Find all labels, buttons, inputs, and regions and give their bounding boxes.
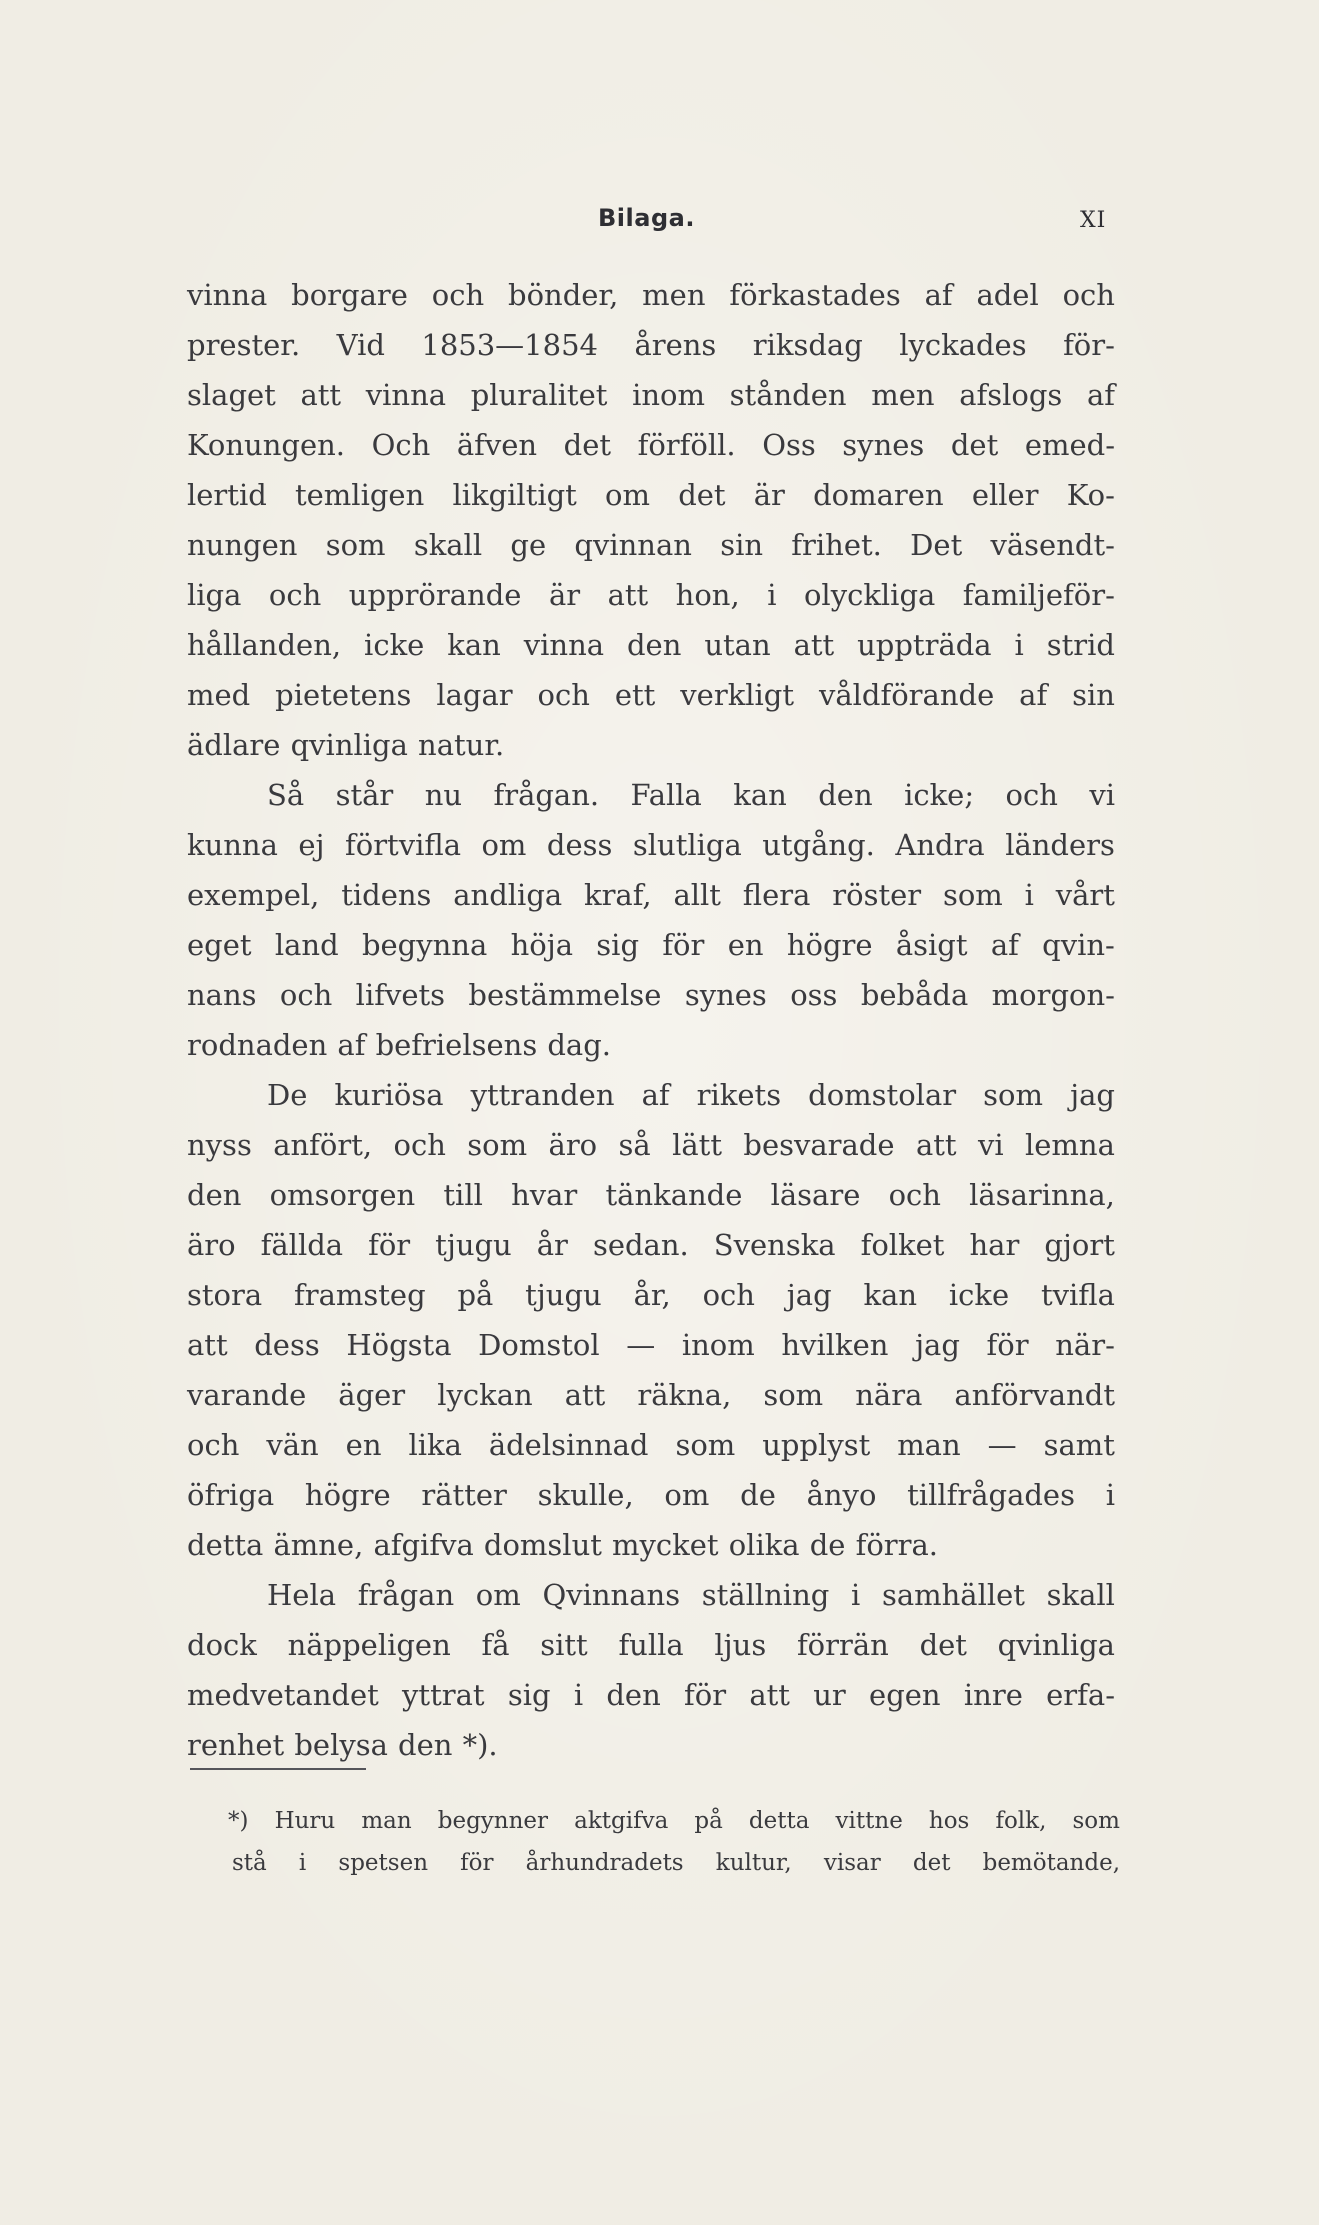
- text-line: nans och lifvets bestämmelse synes oss bebåda morgon-: [187, 978, 1115, 1012]
- footnote: [228, 1800, 1120, 1884]
- footnote-line: *) Huru man begynner aktgifva på detta vittne hos folk, som: [228, 1808, 1120, 1834]
- page-number: XI: [1080, 208, 1107, 233]
- text-line: dock näppeligen få sitt fulla ljus förrän det qvinliga: [187, 1628, 1115, 1662]
- text-line: prester. Vid 1853—1854 årens riksdag lyckades för-: [187, 328, 1115, 362]
- text-line: ädlare qvinliga natur.: [187, 728, 505, 762]
- text-line: och vän en lika ädelsinnad som upplyst man — samt: [187, 1428, 1115, 1462]
- text-line: detta ämne, afgifva domslut mycket olika de förra.: [187, 1528, 939, 1562]
- text-line: medvetandet yttrat sig i den för att ur egen inre erfa-: [187, 1678, 1115, 1712]
- text-line: att dess Högsta Domstol — inom hvilken jag för när-: [187, 1328, 1115, 1362]
- text-line: Konungen. Och äfven det förföll. Oss synes det emed-: [187, 428, 1115, 462]
- text-line: lertid temligen likgiltigt om det är domaren eller Ko-: [187, 478, 1115, 512]
- text-line: rodnaden af befrielsens dag.: [187, 1028, 611, 1062]
- text-line: nyss anfört, och som äro så lätt besvarade att vi lemna: [187, 1128, 1115, 1162]
- text-line: kunna ej förtvifla om dess slutliga utgång. Andra länders: [187, 828, 1115, 862]
- text-line: hållanden, icke kan vinna den utan att uppträda i strid: [187, 628, 1115, 662]
- text-line: med pietetens lagar och ett verkligt våldförande af sin: [187, 678, 1115, 712]
- text-line: Hela frågan om Qvinnans ställning i samhället skall: [267, 1578, 1115, 1612]
- text-line: exempel, tidens andliga kraf, allt flera röster som i vårt: [187, 878, 1115, 912]
- text-line: eget land begynna höja sig för en högre åsigt af qvin-: [187, 928, 1115, 962]
- text-line: slaget att vinna pluralitet inom stånden men afslogs af: [187, 378, 1115, 412]
- text-line: liga och upprörande är att hon, i olyckliga familjeför-: [187, 578, 1115, 612]
- running-title: Bilaga.: [598, 204, 695, 232]
- text-line: den omsorgen till hvar tänkande läsare och läsarinna,: [187, 1178, 1115, 1212]
- text-line: nungen som skall ge qvinnan sin frihet. Det väsendt-: [187, 528, 1115, 562]
- text-line: öfriga högre rätter skulle, om de ånyo tillfrågades i: [187, 1478, 1115, 1512]
- body-text: [187, 270, 1115, 1770]
- text-line: äro fällda för tjugu år sedan. Svenska folket har gjort: [187, 1228, 1115, 1262]
- text-line: varande äger lyckan att räkna, som nära anförvandt: [187, 1378, 1115, 1412]
- text-line: stora framsteg på tjugu år, och jag kan icke tvifla: [187, 1278, 1115, 1312]
- text-line: renhet belysa den *).: [187, 1728, 498, 1762]
- text-line: De kuriösa yttranden af rikets domstolar som jag: [267, 1078, 1115, 1112]
- footnote-line: stå i spetsen för århundradets kultur, visar det bemötande,: [232, 1850, 1120, 1876]
- text-line: vinna borgare och bönder, men förkastades af adel och: [187, 278, 1115, 312]
- footnote-divider: [190, 1768, 366, 1770]
- text-line: Så står nu frågan. Falla kan den icke; och vi: [267, 778, 1115, 812]
